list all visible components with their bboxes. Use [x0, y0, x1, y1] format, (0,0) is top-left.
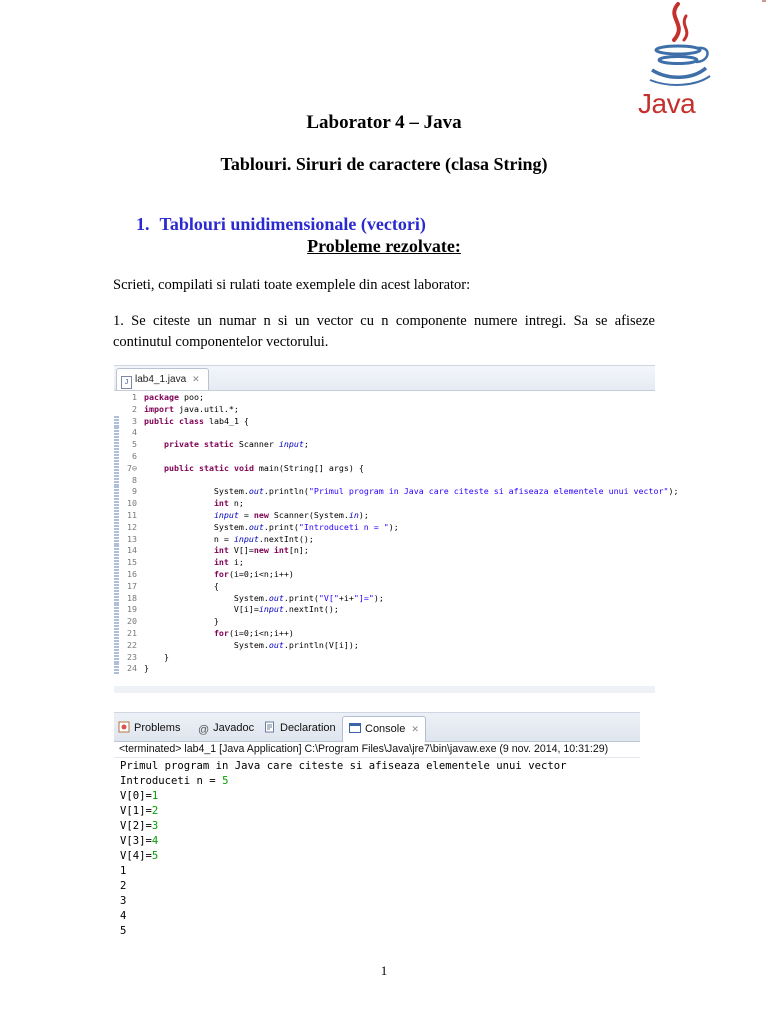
console-text: V[3]=: [120, 835, 152, 847]
code-line: [114, 557, 655, 569]
section-subtitle: Probleme rezolvate:: [307, 236, 461, 256]
console-text: V[2]=: [120, 820, 152, 832]
code-text: }: [144, 651, 169, 662]
console-output[interactable]: [114, 758, 640, 939]
code-line: [114, 498, 655, 510]
code-line: [114, 604, 655, 616]
code-text: }: [144, 616, 219, 627]
code-line: [114, 475, 655, 487]
code-line: [114, 451, 655, 463]
line-number: 8: [132, 474, 137, 485]
code-text: package poo;: [144, 392, 204, 402]
line-number: 15: [127, 557, 137, 568]
code-line: [114, 392, 655, 404]
code-line: [114, 616, 655, 628]
console-view: [114, 712, 640, 939]
code-line: [114, 593, 655, 605]
console-user-input: 5: [222, 775, 229, 787]
section-number: 1.: [136, 214, 150, 234]
console-line: [120, 894, 640, 909]
code-text: input = new Scanner(System.in);: [213, 509, 369, 520]
line-number: 4: [132, 427, 137, 438]
tab-problems-label: Problems: [134, 722, 181, 734]
code-text: import java.util.*;: [144, 403, 239, 414]
line-number: 6: [132, 450, 137, 461]
tab-declaration-label: Declaration: [280, 722, 336, 734]
line-number: 10: [127, 498, 137, 509]
console-line: [120, 924, 640, 939]
intro-paragraph: Scrieti, compilati si rulati toate exemplele din acest laborator:: [113, 277, 471, 293]
console-text: V[0]=: [120, 790, 152, 802]
code-text: private static Scanner input;: [163, 439, 309, 450]
line-number: 18: [127, 592, 137, 603]
javadoc-icon: @: [198, 724, 210, 736]
tab-console[interactable]: [342, 716, 426, 742]
line-number: 22: [127, 639, 137, 650]
console-line: [120, 759, 640, 774]
console-line: [120, 774, 640, 789]
code-line: [114, 545, 655, 557]
console-line: [120, 849, 640, 864]
code-line: [114, 534, 655, 546]
console-line: [120, 879, 640, 894]
code-text: System.out.print("Introduceti n = ");: [144, 521, 399, 532]
code-text: }: [144, 663, 149, 674]
tab-problems[interactable]: [118, 717, 180, 739]
java-logo-text: Java: [638, 88, 696, 119]
tab-console-label: Console: [365, 723, 406, 735]
java-cup-icon: [622, 0, 742, 90]
line-number: 11: [127, 509, 137, 520]
line-number: 13: [127, 533, 137, 544]
page-corner-mark: [762, 0, 766, 2]
editor-tab-label: lab4_1.java: [135, 374, 187, 385]
console-text: 5: [120, 925, 127, 937]
line-number: 19: [127, 604, 137, 615]
line-number: 21: [127, 627, 137, 638]
code-text: System.out.println("Primul program in Java care citeste si afiseaza elementele unui vector");: [144, 486, 679, 497]
line-number: 24: [127, 663, 137, 674]
code-line: [114, 439, 655, 451]
java-logo: [622, 0, 742, 124]
console-user-input: 3: [151, 820, 159, 832]
code-line: [114, 640, 655, 652]
section-heading: [136, 214, 426, 235]
code-text: int n;: [213, 498, 244, 509]
code-line: [114, 569, 655, 581]
code-text: for(i=0;i<n;i++): [213, 627, 294, 638]
line-number: 17: [127, 580, 137, 591]
code-text: {: [144, 580, 219, 591]
code-text: public class lab4_1 {: [144, 415, 249, 426]
problems-icon: [118, 721, 130, 733]
line-number: 14: [127, 545, 137, 556]
code-line: [114, 486, 679, 498]
page-number: 1: [380, 963, 388, 978]
document-subtitle: Tablouri. Siruri de caractere (clasa String): [220, 154, 548, 174]
code-line: [114, 522, 655, 534]
console-line: [120, 864, 640, 879]
console-line: [120, 834, 640, 849]
document-title: Laborator 4 – Java: [306, 112, 462, 133]
section-title: Tablouri unidimensionale (vectori): [159, 214, 426, 234]
tab-declaration[interactable]: [264, 717, 336, 739]
console-text: Introduceti n =: [120, 775, 223, 787]
line-number: 20: [127, 616, 137, 627]
code-text: System.out.println(V[i]);: [144, 639, 359, 650]
line-number: 9: [132, 486, 137, 497]
java-file-icon: J: [121, 376, 132, 389]
code-text: int i;: [213, 557, 244, 568]
code-line: [114, 510, 655, 522]
console-line: [120, 819, 640, 834]
line-number: 16: [127, 568, 137, 579]
console-line: [120, 909, 640, 924]
line-number: 3: [132, 415, 137, 426]
console-tab-bar: [114, 713, 640, 742]
console-text: 3: [120, 895, 127, 907]
line-number: 7⊖: [127, 462, 137, 473]
console-user-input: 4: [151, 835, 159, 847]
line-number: 23: [127, 651, 137, 662]
console-icon: [349, 722, 361, 734]
terminated-status: <terminated> lab4_1 [Java Application] C:\Program Files\Java\jre7\bin\javaw.exe (9 nov. 2014, 10:31:29): [114, 742, 640, 758]
code-text: n = input.nextInt();: [144, 533, 314, 544]
tab-javadoc-label: Javadoc: [213, 722, 255, 734]
code-line: [114, 663, 655, 675]
code-area[interactable]: [114, 392, 679, 675]
line-number: 12: [127, 521, 137, 532]
console-text: Primul program in Java care citeste si afiseaza elementele unui vector: [120, 760, 567, 772]
line-number: 5: [132, 439, 137, 450]
console-user-input: 5: [151, 850, 159, 862]
code-text: System.out.print("V["+i+"]=");: [144, 592, 384, 603]
close-tab-icon[interactable]: ✕: [192, 374, 200, 384]
console-text: 2: [120, 880, 127, 892]
code-text: int V[]=new int[n];: [213, 545, 309, 556]
console-user-input: 2: [151, 805, 159, 817]
editor-tab-bar: [114, 366, 655, 391]
declaration-icon: [264, 721, 276, 733]
code-line: [114, 463, 655, 475]
code-line: [114, 427, 655, 439]
console-line: [120, 789, 640, 804]
code-line: [114, 581, 655, 593]
code-line: [114, 404, 655, 416]
close-console-icon[interactable]: ✕: [411, 724, 419, 734]
code-text: public static void main(String[] args) {: [163, 462, 364, 473]
code-line: [114, 628, 655, 640]
code-text: for(i=0;i<n;i++): [213, 568, 294, 579]
horizontal-scrollbar[interactable]: [114, 686, 655, 693]
code-editor: [114, 365, 679, 693]
console-text: V[4]=: [120, 850, 152, 862]
tab-javadoc[interactable]: [198, 717, 254, 739]
line-number: 2: [132, 403, 137, 414]
console-user-input: 1: [151, 790, 159, 802]
console-text: V[1]=: [120, 805, 152, 817]
line-number: 1: [132, 392, 137, 402]
editor-tab-lab4-1[interactable]: [116, 368, 209, 390]
code-line: [114, 416, 655, 428]
problem-paragraph: 1. Se citeste un numar n si un vector cu n componente numere intregi. Sa se afiseze continutul componentelor vectorului.: [113, 313, 655, 350]
console-text: 1: [120, 865, 127, 877]
console-text: 4: [120, 910, 127, 922]
code-text: V[i]=input.nextInt();: [144, 604, 339, 615]
code-line: [114, 652, 655, 664]
console-line: [120, 804, 640, 819]
